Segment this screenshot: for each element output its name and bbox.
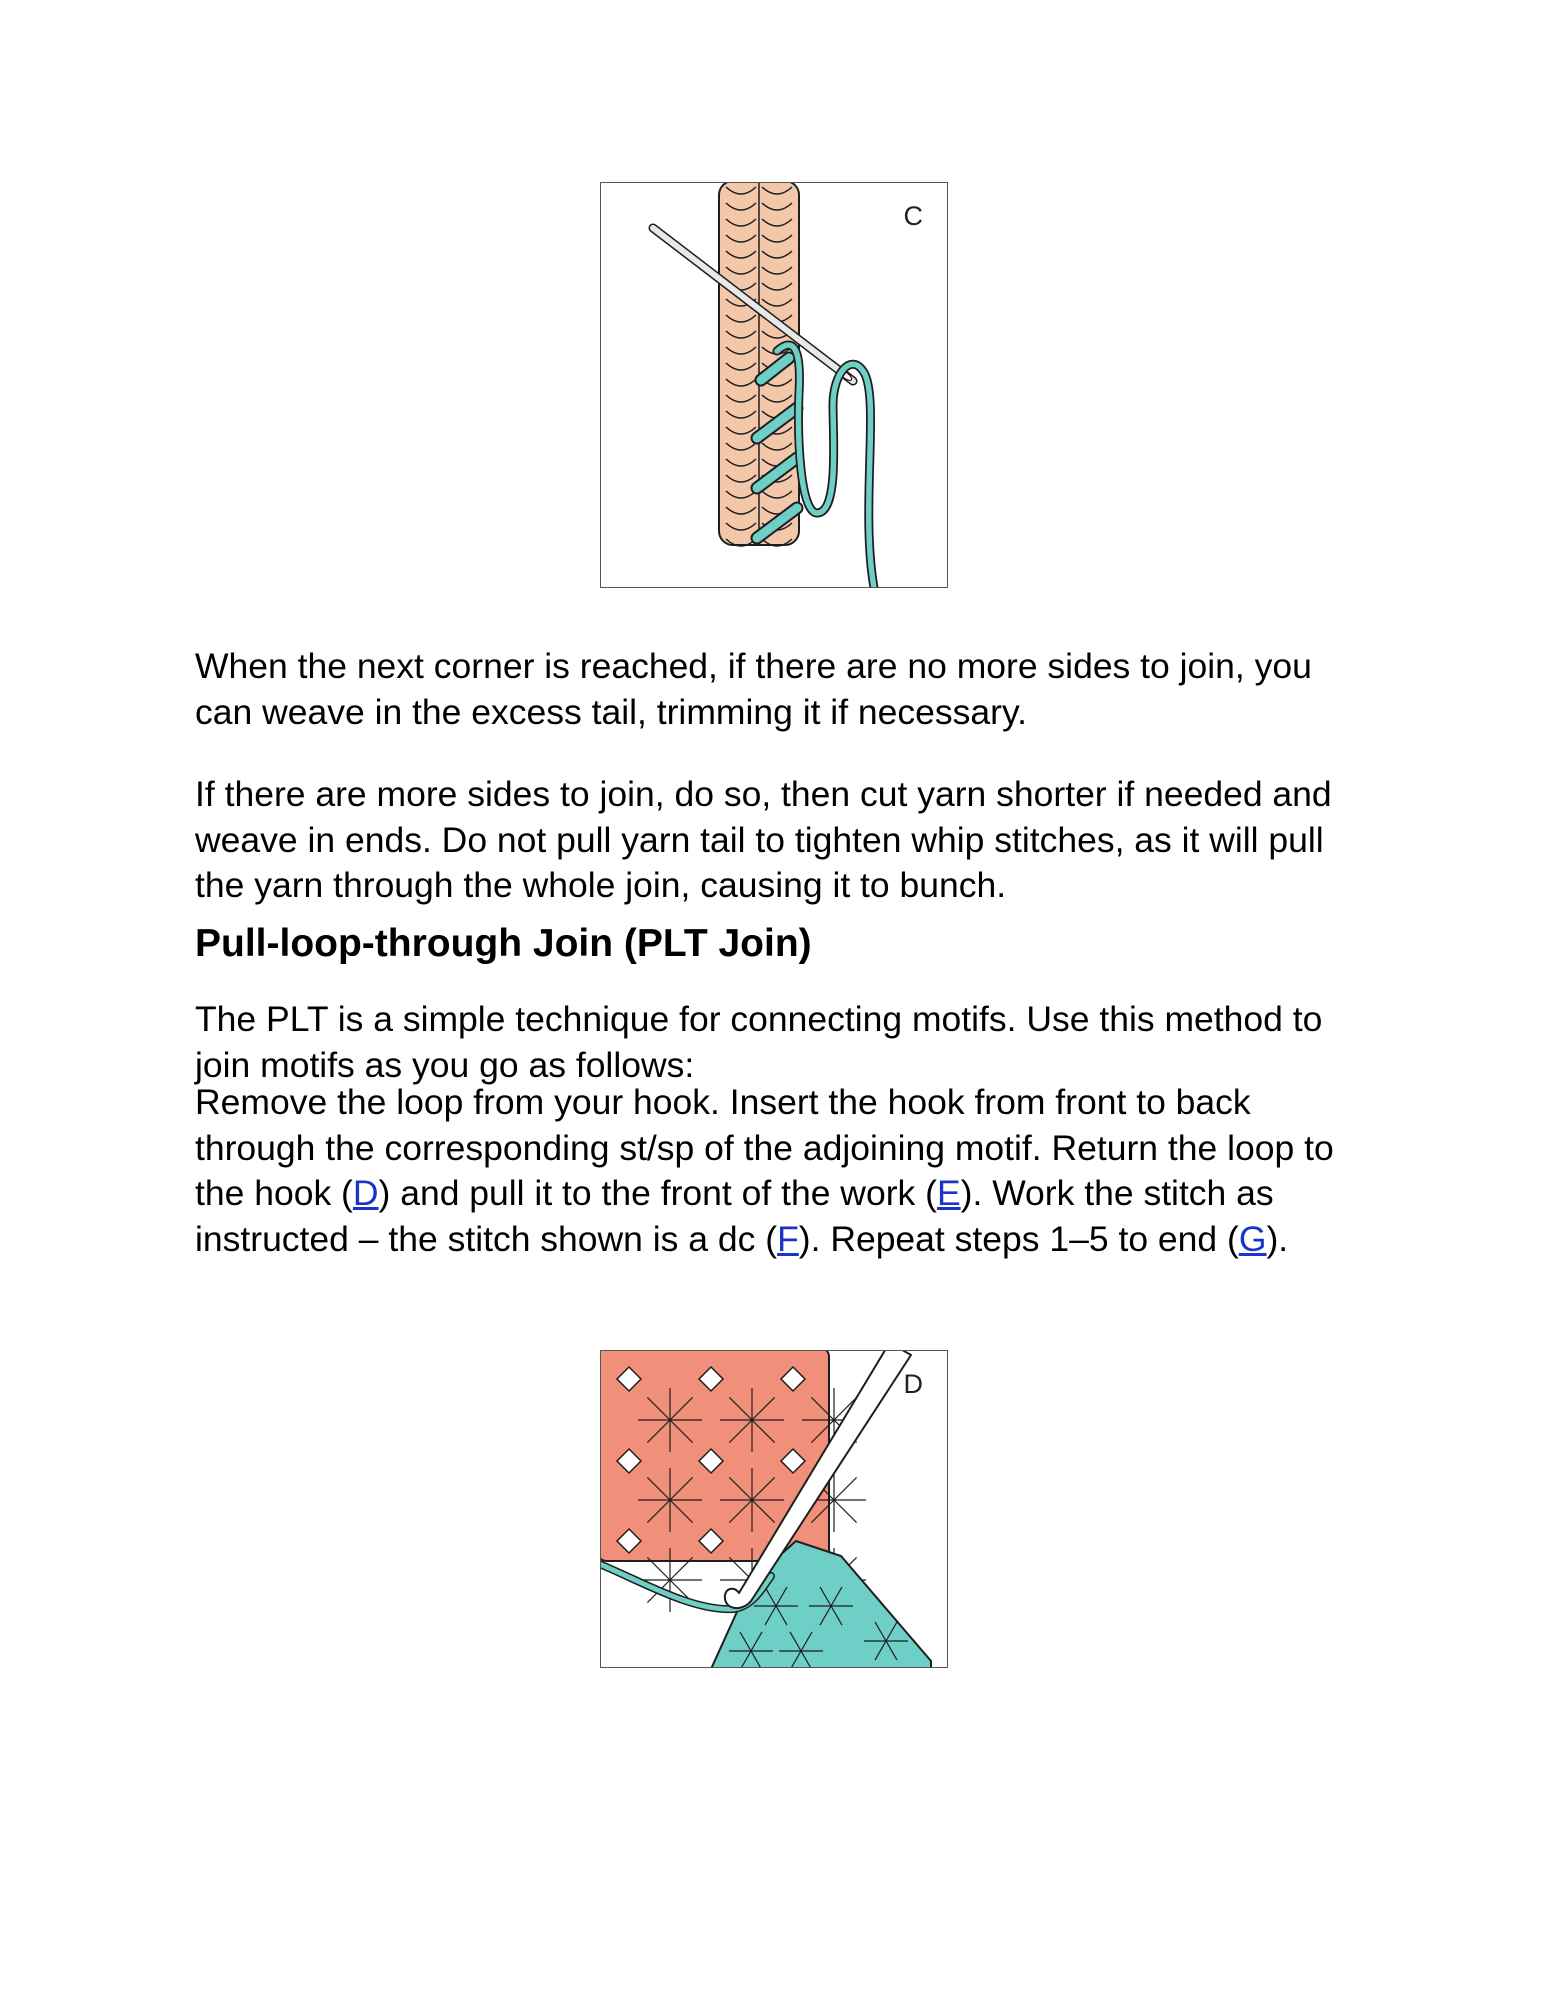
figure-label-c: C [903,201,923,231]
paragraph-plt-steps [195,1080,1375,1262]
link-figure-f[interactable]: F [777,1218,799,1259]
plt-join-illustration [601,1351,948,1668]
section-heading-plt-join: Pull-loop-through Join (PLT Join) [195,922,812,965]
paragraph-weave-in-tail: When the next corner is reached, if there are no more sides to join, you can weave in the excess tail, trimming it if necessary. [195,646,1312,732]
figure-label-d: D [903,1369,923,1399]
steps-text-3: ). Work the stitch as instructed – the stitch shown is a dc ( [195,1173,1274,1259]
whip-stitch-illustration [601,183,948,588]
steps-text-1: Remove the loop from your hook. Insert the hook from front to back through the corresponding st/sp of the adjoining motif. Return the loop to the hook ( [195,1082,1334,1213]
link-figure-e[interactable]: E [936,1173,961,1213]
figure-d-plt-join [600,1350,948,1668]
paragraph-more-sides: If there are more sides to join, do so, then cut yarn shorter if needed and weave in ends. Do not pull yarn tail to tighten whip stitches, as it will pull the yarn through the whole join, causing it to bunch. [195,774,1332,905]
steps-text-4: ). Repeat steps 1–5 to end ( [798,1218,1239,1259]
steps-text-2: ) and pull it to the front of the work ( [378,1173,937,1213]
link-figure-d[interactable]: D [352,1173,379,1213]
link-figure-g[interactable]: G [1238,1218,1267,1259]
steps-text-5: ). [1266,1218,1289,1259]
figure-c-whip-stitch [600,182,948,588]
paragraph-plt-intro: The PLT is a simple technique for connecting motifs. Use this method to join motifs as you go as follows: [195,999,1323,1085]
